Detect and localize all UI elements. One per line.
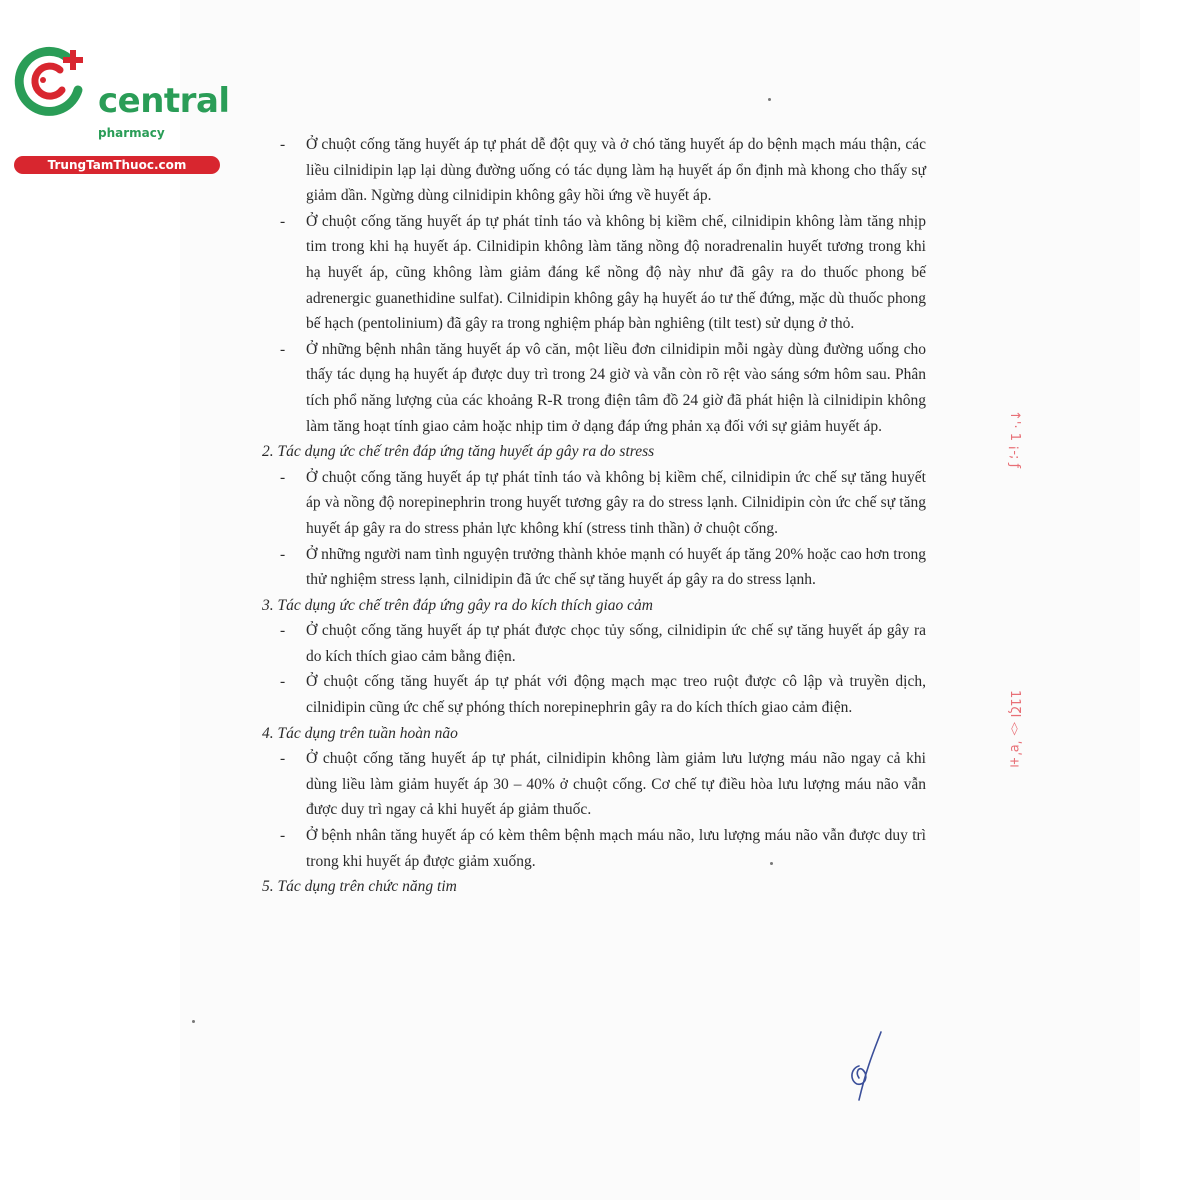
paragraph-bullet [262,618,926,669]
brand-subtitle: pharmacy [98,126,165,140]
section-heading: 2. Tác dụng ức chế trên đáp ứng tăng huyết áp gây ra do stress [262,443,655,461]
section-heading: 4. Tác dụng trên tuần hoàn não [262,724,458,742]
margin-stamp: ↑'· 1 ¡-; ƒ [1007,410,1022,469]
bullet-dash: - [280,212,286,230]
paragraph-text: Ở chuột cống tăng huyết áp tự phát được chọc tủy sống, cilnidipin ức chế sự tăng huyết áp gây ra do kích thích giao cảm bằng điện. [306,622,926,665]
brand-url[interactable]: TrungTamThuoc.com [14,156,220,174]
brand-name: central [98,81,230,121]
bullet-dash: - [280,136,286,153]
scan-speck [192,1020,195,1023]
paragraph-bullet [262,542,926,593]
bullet-dash: - [280,545,286,563]
bullet-dash: - [280,827,286,845]
paragraph-bullet [262,823,926,874]
bullet-dash: - [280,468,286,486]
central-pharmacy-logo[interactable] [10,38,230,172]
section-heading: 3. Tác dụng ức chế trên đáp ứng gây ra do kích thích giao cảm [262,596,653,614]
signature-icon [845,1028,889,1106]
paragraph-bullet [262,669,926,720]
paragraph-text: Ở chuột cống tăng huyết áp tự phát dễ đột quỵ và ở chó tăng huyết áp do bệnh mạch máu thận, các liều cilnidipin lạp lại dùng đường uống có tác dụng làm hạ huyết áp ổn định mà khong cho thấy sự giảm dần. Ngừng dùng cilnidipin không gây hồi ứng về huyết áp. [306,136,926,205]
paragraph-text: Ở những bệnh nhân tăng huyết áp vô căn, một liều đơn cilnidipin mỗi ngày dùng đường uống cho thấy tác dụng hạ huyết áp được duy trì trong 24 giờ và vẫn còn rõ rệt vào sáng sớm hôm sau. Phân tích phổ năng lượng của các khoảng R-R trong điện tâm đồ 24 giờ đã phát hiện là cilnidipin không làm tăng hoạt tính giao cảm hoặc nhịp tim ở dạng đáp ứng phản xạ đối với sự giảm huyết áp. [306,340,926,435]
paragraph-bullet [262,465,926,542]
paragraph-text: Ở chuột cống tăng huyết áp tự phát với động mạch mạc treo ruột được cô lập và truyền dịch, cilnidipin cũng ức chế sự phóng thích norepinephrin gây ra do kích thích giao cảm điện. [306,673,926,717]
paragraph-bullet [262,132,926,209]
bullet-dash: - [280,673,286,691]
margin-stamp: 11ζI ◊ ʹɐʹ± [1007,690,1022,771]
logo-mark-icon [10,38,96,118]
paragraph-bullet [262,746,926,823]
paragraph-text: Ở chuột cống tăng huyết áp tự phát, cilnidipin không làm giảm lưu lượng máu não ngay cả khi dùng liều làm giảm huyết áp 30 – 40% ở chuột cống. Cơ chế tự điều hòa lưu lượng máu não vẫn được duy trì ngay cả khi huyết áp giảm thuốc. [306,750,926,819]
section-heading: 5. Tác dụng trên chức năng tim [262,878,457,896]
document-body [262,132,926,900]
paragraph-text: Ở bệnh nhân tăng huyết áp có kèm thêm bệnh mạch máu não, lưu lượng máu não vẫn được duy trì trong khi huyết áp được giảm xuống. [306,827,926,870]
paragraph-text: Ở những người nam tình nguyện trưởng thành khỏe mạnh có huyết áp tăng 20% hoặc cao hơn trong thử nghiệm stress lạnh, cilnidipin đã ức chế sự tăng huyết áp gây ra do stress lạnh. [306,545,926,589]
bullet-dash: - [280,750,286,768]
scan-speck [768,98,771,101]
paragraph-bullet [262,337,926,439]
bullet-dash: - [280,622,286,640]
paragraph-bullet [262,209,926,337]
paragraph-text: Ở chuột cống tăng huyết áp tự phát tỉnh táo và không bị kiềm chế, cilnidipin ức chế sự tăng huyết áp và nồng độ norepinephrin trong huyết tương gây ra do stress lạnh. Cilnidipin còn ức chế sự tăng huyết áp gây ra do stress phản lực không khí (stress tinh thần) ở chuột cống. [306,468,926,537]
paragraph-text: Ở chuột cống tăng huyết áp tự phát tỉnh táo và không bị kiềm chế, cilnidipin không làm tăng nhịp tim trong khi hạ huyết áp. Cilnidipin không làm tăng nồng độ noradrenalin huyết tương trong khi hạ huyết áp, cũng không làm giảm đáng kể nồng độ này như đã gây ra do thuốc phong bế adrenergic guanethidine sulfat). Cilnidipin không gây hạ huyết áo tư thế đứng, mặc dù thuốc phong bế hạch (pentolinium) đã gây ra trong nghiệm pháp bàn nghiêng (tilt test) sử dụng ở thỏ. [306,212,926,333]
bullet-dash: - [280,340,286,358]
